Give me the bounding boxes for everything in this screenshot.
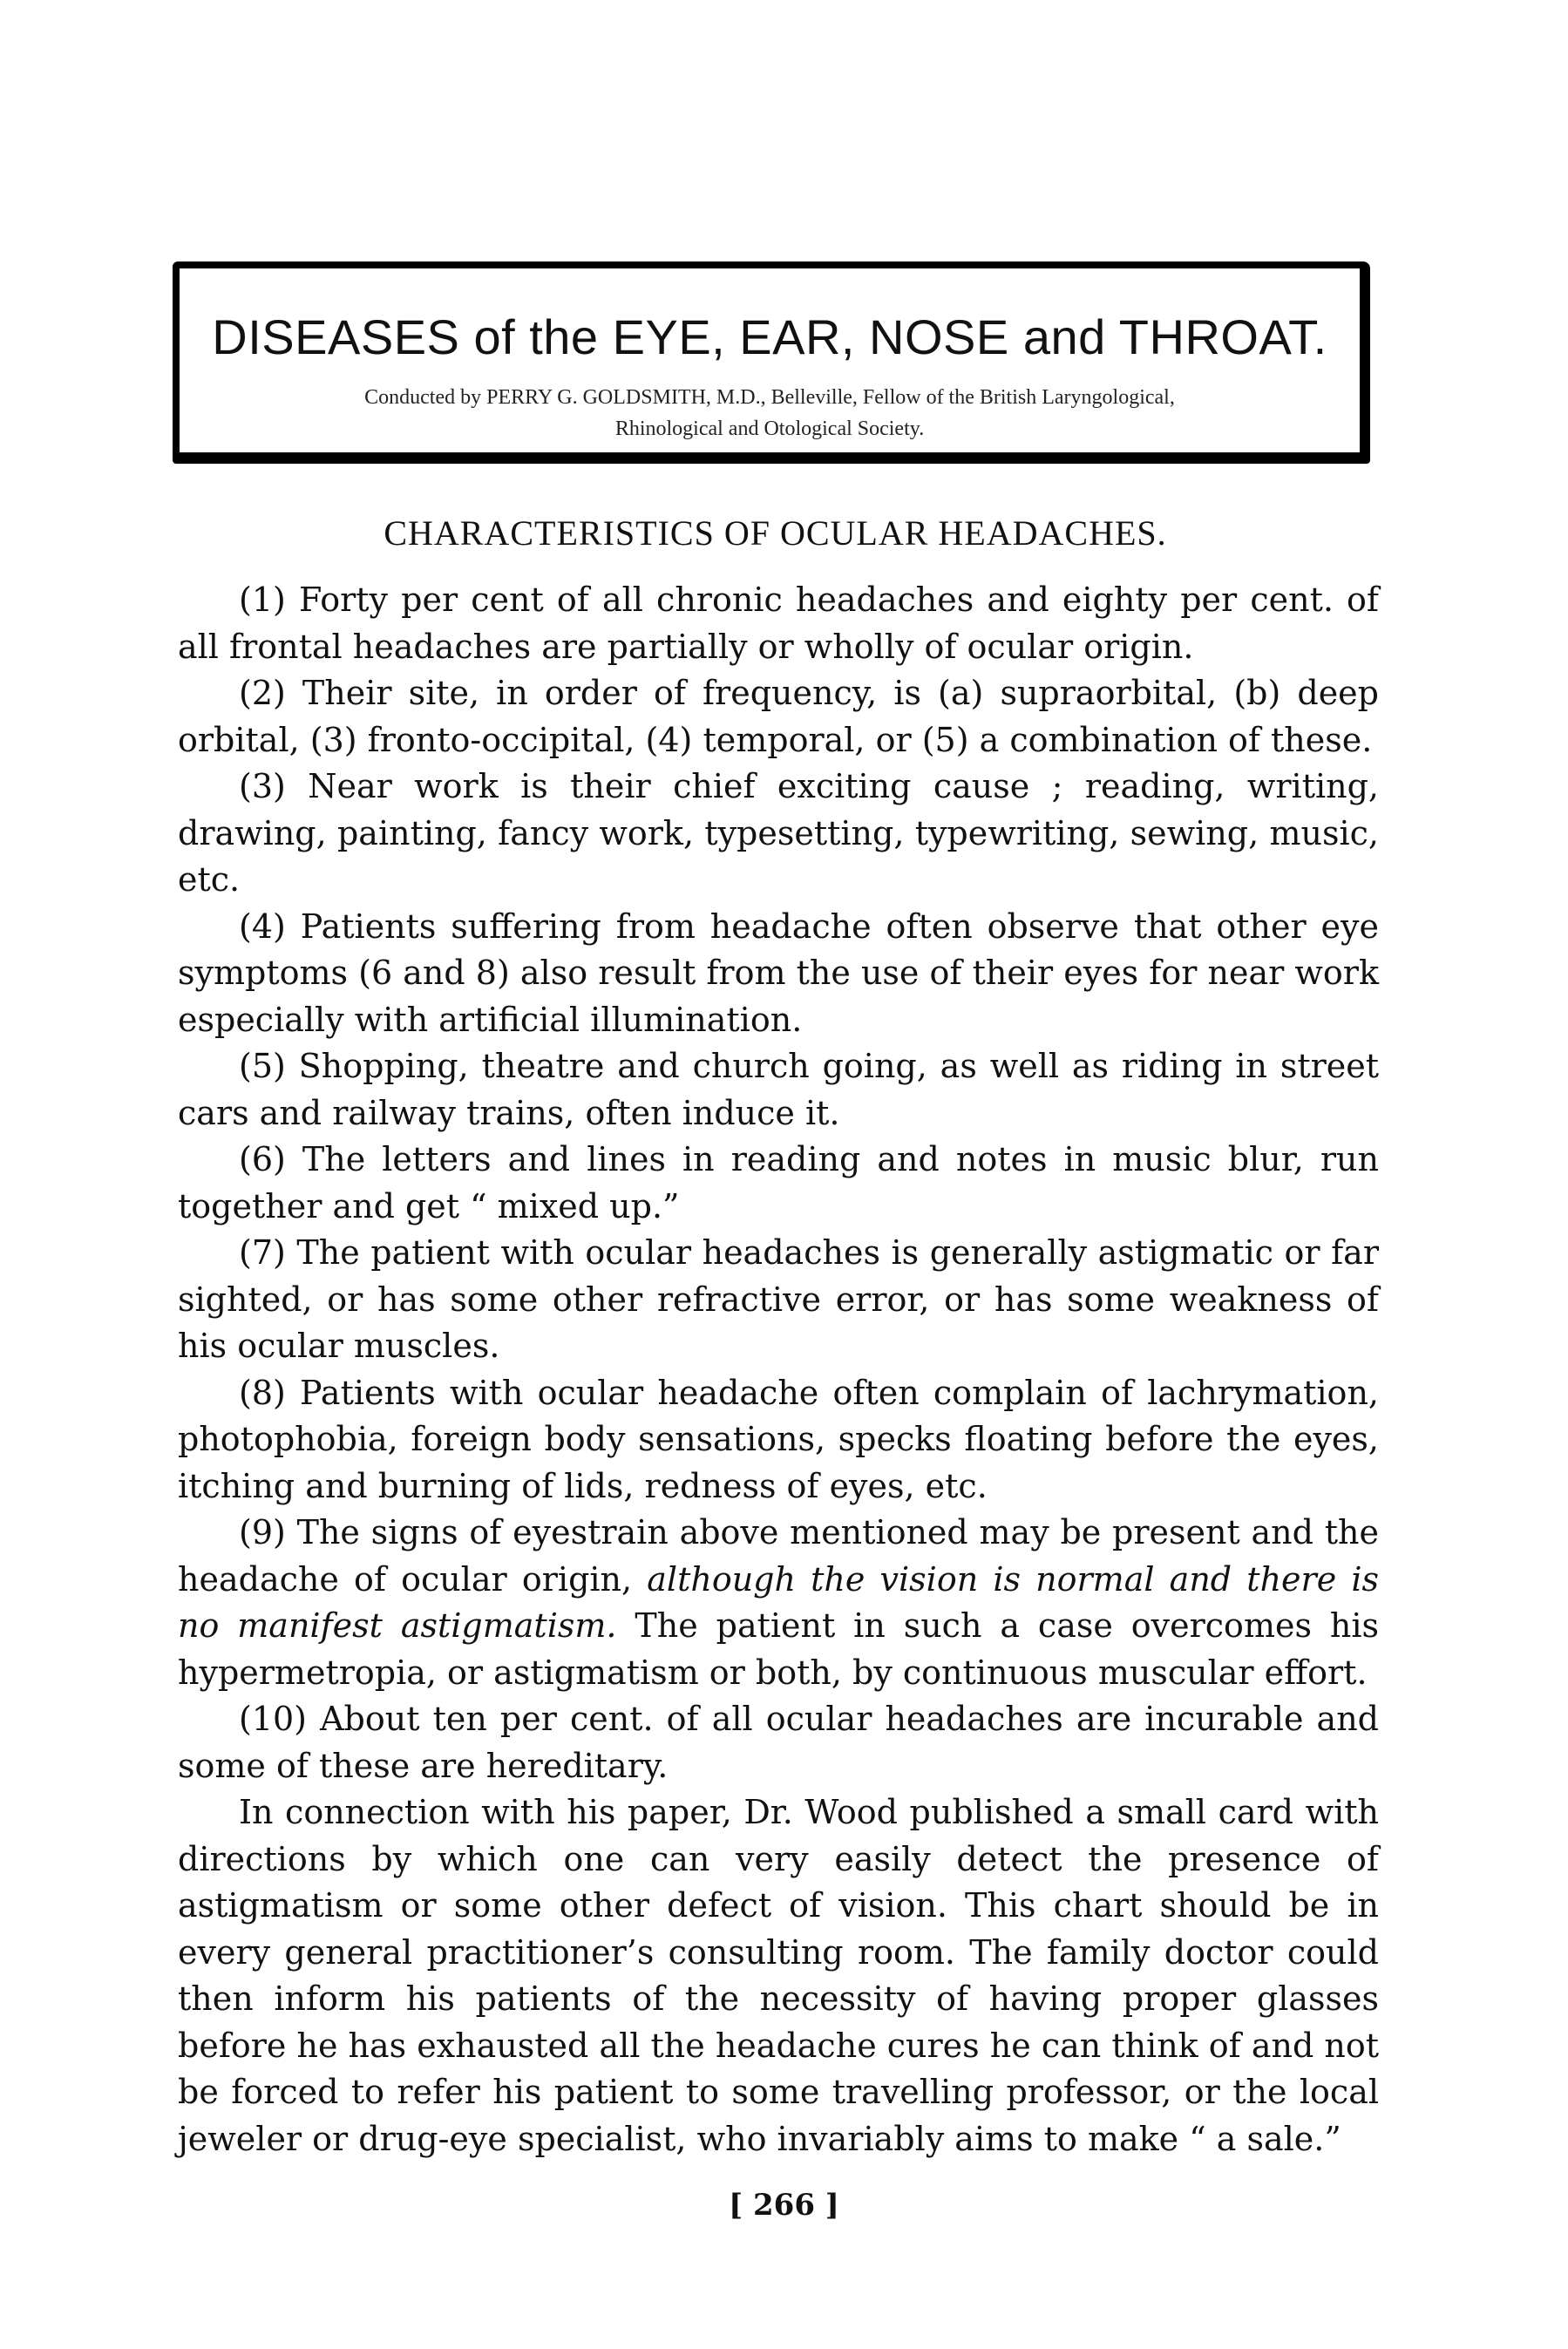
department-byline bbox=[214, 382, 1325, 445]
paragraph-7: (7) The patient with ocular headaches is generally astigmatic or far sighted, or has some other refractive error, or has some weakness of his ocular muscles. bbox=[178, 1233, 1379, 1365]
section-header-box bbox=[173, 261, 1370, 464]
paragraph-9 bbox=[178, 1510, 1379, 1696]
paragraph-9-text: (9) The signs of eyestrain above mentioned may be present and the headache of ocular origin, bbox=[178, 1513, 1379, 1599]
paragraph-10: (10) About ten per cent. of all ocular headaches are incurable and some of these are hereditary. bbox=[178, 1700, 1379, 1785]
article-heading: CHARACTERISTICS OF OCULAR HEADACHES. bbox=[384, 513, 1167, 553]
page-number: [ 266 ] bbox=[729, 2188, 839, 2223]
closing-paragraph: In connection with his paper, Dr. Wood published a small card with directions by which one can very easily detect the presence of astigmatism or some other defect of vision. This chart should be in every general practitioner’s consulting room. The family doctor could then inform his patients of the necessity of having proper glasses before he has exhausted all the headache cures he can think of and not be forced to refer his patient to some travelling professor, or the local jeweler or drug-eye specialist, who invariably aims to make “ a sale.” bbox=[178, 1793, 1379, 2158]
article-body bbox=[178, 577, 1379, 2162]
department-title: DISEASES of the EYE, EAR, NOSE and THROAT. bbox=[212, 309, 1327, 364]
paragraph-9-rest: The patient in such a case overcomes his hypermetropia, or astigmatism or both, by continuous muscular effort. bbox=[178, 1606, 1380, 1692]
paragraph-4: (4) Patients suffering from headache often observe that other eye symptoms (6 and 8) also result from the use of their eyes for near work especially with artificial illumination. bbox=[178, 906, 1379, 1039]
byline-line-2: Rhinological and Otological Society. bbox=[614, 418, 925, 440]
paragraph-2: (2) Their site, in order of frequency, is (a) supraorbital, (b) deep orbital, (3) fronto-occipital, (4) temporal, or (5) a combination of these. bbox=[178, 674, 1379, 759]
paragraph-6: (6) The letters and lines in reading and notes in music blur, run together and get “ mixed up.” bbox=[178, 1140, 1379, 1225]
paragraph-5: (5) Shopping, theatre and church going, as well as riding in street cars and railway trains, often induce it. bbox=[178, 1047, 1379, 1132]
byline-line-1: Conducted by PERRY G. GOLDSMITH, M.D., Belleville, Fellow of the British Laryngological, bbox=[364, 386, 1175, 409]
paragraph-8: (8) Patients with ocular headache often complain of lachrymation, photophobia, foreign body sensations, specks floating before the eyes, itching and burning of lids, redness of eyes, etc. bbox=[178, 1373, 1379, 1505]
paragraph-1: (1) Forty per cent of all chronic headaches and eighty per cent. of all frontal headaches are partially or wholly of ocular origin. bbox=[178, 580, 1379, 666]
paragraph-3: (3) Near work is their chief exciting cause ; reading, writing, drawing, painting, fancy work, typesetting, typewriting, sewing, music, etc. bbox=[178, 767, 1379, 899]
paragraph-9-italic: although the vision is normal and there is no manifest astigmatism. bbox=[178, 1559, 1380, 1645]
